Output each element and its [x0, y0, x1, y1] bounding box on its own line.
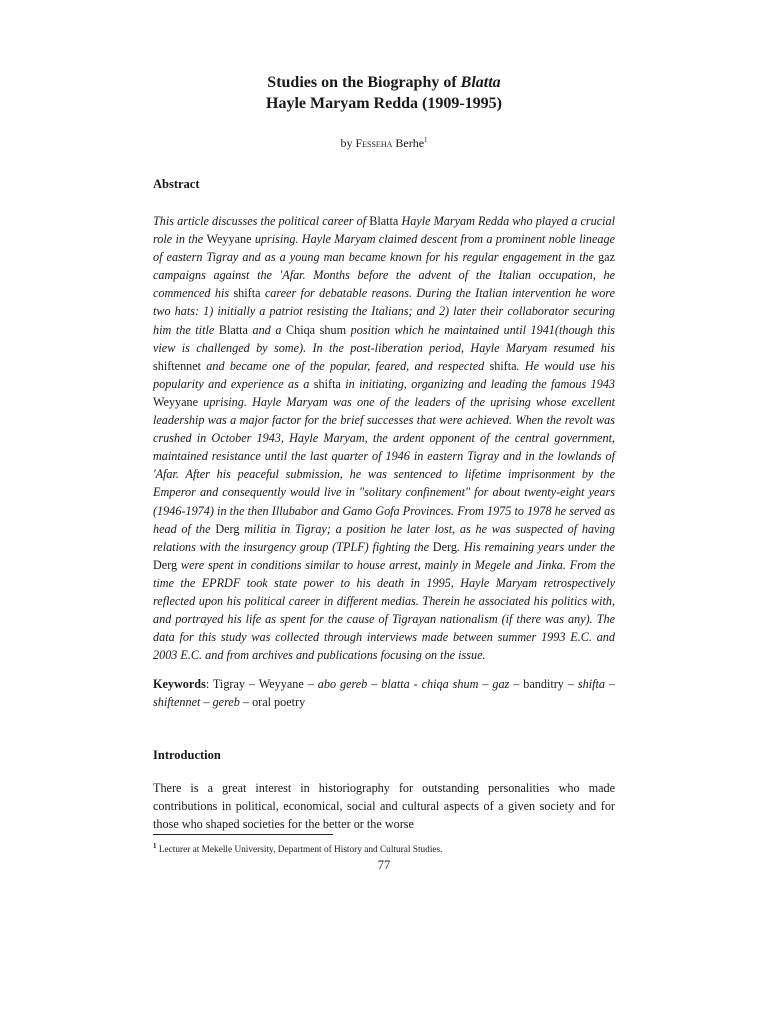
abstract-text: and a: [247, 322, 286, 337]
abstract-term: Blatta: [218, 322, 248, 337]
abstract-text: . He would use his popularity and experience as a: [153, 358, 616, 391]
abstract-term: Chiqa shum: [285, 322, 347, 337]
abstract-term: Derg: [215, 521, 240, 536]
footnote-marker: 1: [153, 842, 157, 850]
abstract-term: shifta: [233, 286, 261, 301]
abstract-text: Hayle Maryam Redda who played a crucial role in the: [153, 214, 615, 247]
abstract-text: in initiating, organizing and leading the famous 1943: [340, 376, 616, 391]
abstract-term: Weyyane: [153, 394, 199, 409]
keyword-italic: shifta – shiftennet – gereb: [153, 677, 615, 710]
abstract-text: career for debatable reasons. During the Italian intervention he wore two hats: 1) initially a patriot resisting the Italians; and 2) later their collaborator securing him the title: [153, 286, 615, 337]
abstract-text: campaigns against the 'Afar. Months before the advent of the Italian occupation, he commenced his: [153, 268, 615, 301]
abstract-term: Blatta: [369, 214, 399, 228]
title-line1-prefix: Studies on the Biography of: [267, 74, 461, 91]
abstract-text: militia in Tigray; a position he later lost, as he was suspected of having relations with the insurgency group (TPLF) fighting the: [153, 521, 615, 554]
abstract-text: were spent in conditions similar to house arrest, mainly in Megele and Jinka. From the time the EPRDF took state power to his death in 1995, Hayle Maryam retrospectively reflected upon his political career in different medias. Therein he associated his politics with, and portrayed his life as spent for the cause of Tigrayan nationalism (if there was any). The data for this study was collected through interviews made between summer 1993 E.C. and 2003 E.C. and from archives and publications focusing on the issue.: [153, 557, 615, 663]
author-footnote-marker: 1: [424, 136, 428, 144]
abstract-text: This article discusses the political career of: [153, 214, 370, 228]
abstract-text: uprising. Hayle Maryam claimed descent from a prominent noble lineage of eastern Tigray and as a young man became known for his regular engagement in the: [153, 232, 615, 265]
title-line2: Hayle Maryam Redda (1909-1995): [266, 95, 502, 112]
footnote-text: Lecturer at Mekelle University, Department of History and Cultural Studies.: [156, 845, 443, 856]
author-last-name: Berhe: [392, 136, 425, 150]
abstract-term: shifta: [489, 358, 517, 373]
abstract-term: Derg: [432, 539, 457, 554]
author-byline: [153, 136, 615, 151]
abstract-term: shifta: [313, 376, 341, 391]
keywords-label: Keywords: [153, 677, 206, 692]
article-page: [153, 72, 615, 833]
abstract-term: shiftennet: [153, 358, 202, 373]
keyword-italic: abo gereb – blatta - chiqa shum – gaz: [317, 677, 510, 692]
article-title: [153, 72, 615, 114]
footnote: [153, 840, 615, 856]
keyword-text: – oral poetry: [239, 695, 306, 710]
abstract-text: . His remaining years under the: [456, 539, 615, 554]
abstract-term: Weyyane: [206, 232, 252, 247]
title-line1-italic: Blatta: [460, 74, 501, 91]
keyword-text: – banditry –: [509, 677, 578, 692]
byline-prefix: by: [340, 136, 356, 150]
introduction-text: There is a great interest in historiography for outstanding personalities who made contributions in political, economical, social and cultural aspects of a given society and for those who shaped societies for the better or the worse: [153, 781, 615, 832]
abstract-term: gaz: [598, 250, 615, 265]
introduction-heading: Introduction: [153, 748, 221, 763]
keywords: [153, 675, 615, 711]
keyword-text: : Tigray – Weyyane –: [205, 677, 318, 692]
abstract-text: uprising. Hayle Maryam was one of the leaders of the uprising whose excellent leadership was a major factor for the brief successes that were achieved. When the revolt was crushed in October 1943, Hayle Maryam, the ardent opponent of the central government, maintained resistance until the last quarter of 1946 in eastern Tigray and in the lowlands of 'Afar. After his peaceful submission, he was sentenced to lifetime imprisonment by the Emperor and consequently would live in "solitary confinement" for about twenty-eight years (1946-1974) in the then Illubabor and Gamo Gofa Provinces. From 1975 to 1978 he served as head of the: [153, 394, 615, 536]
footnote-divider: [153, 834, 333, 835]
abstract-text: and became one of the popular, feared, and respected: [201, 358, 490, 373]
abstract-text: position which he maintained until 1941(though this view is challenged by some). In the post-liberation period, Hayle Maryam resumed his: [153, 322, 615, 355]
abstract-body: [153, 212, 615, 664]
abstract-term: Derg: [153, 557, 178, 572]
author-first-name: Fesseha: [355, 136, 393, 150]
abstract-heading: Abstract: [153, 177, 200, 191]
page-number: 77: [377, 858, 391, 872]
